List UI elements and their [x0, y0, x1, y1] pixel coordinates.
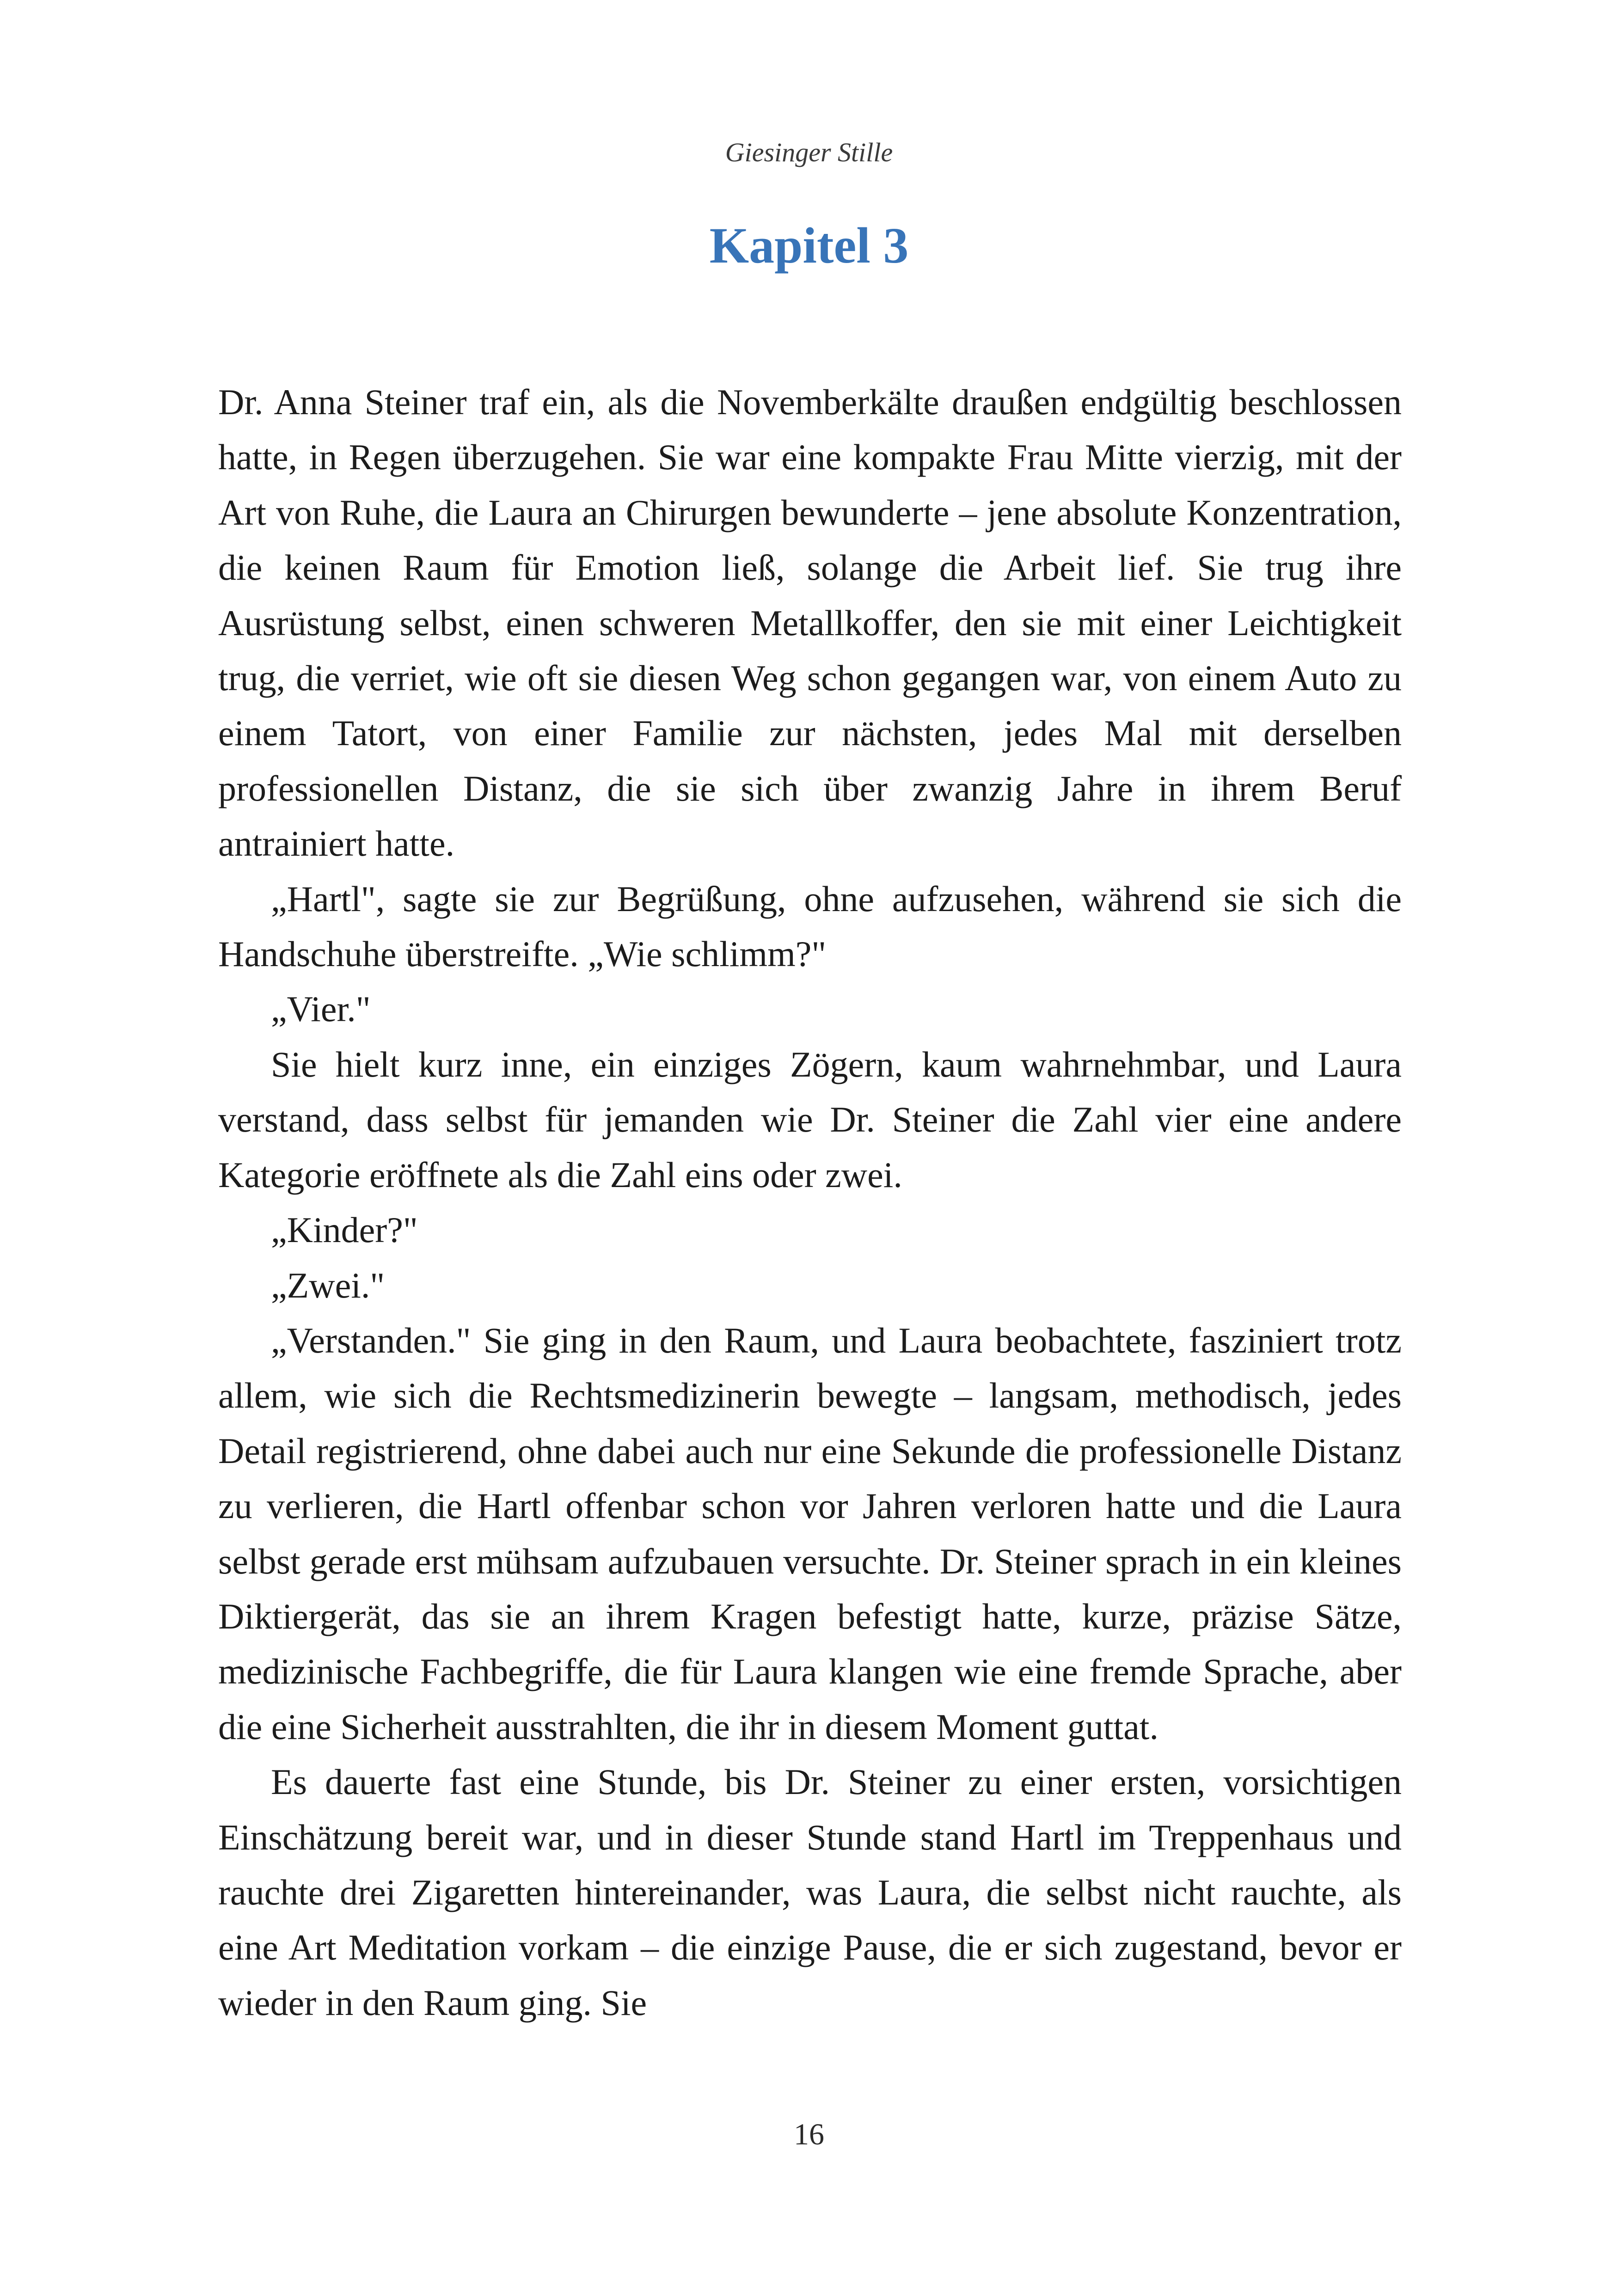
paragraph: „Zwei." [271, 1265, 385, 1305]
paragraph: Dr. Anna Steiner traf ein, als die Novemberkälte draußen endgültig beschlossen hatte, in Regen überzugehen. Sie war eine kompakte Frau Mitte vierzig, mit der Art von Ruhe, die Laura an Chirurgen bewunderte – jene absolute Konzentration, die keinen Raum für Emotion ließ, solange die Arbeit lief. Sie trug ihre Ausrüstung selbst, einen schweren Metallkoffer, den sie mit einer Leichtigkeit trug, die verriet, wie oft sie diesen Weg schon gegangen war, von einem Auto zu einem Tatort, von einer Familie zur nächsten, jedes Mal mit derselben professionellen Distanz, die sie sich über zwanzig Jahre in ihrem Beruf antrainiert hatte. [218, 382, 1402, 864]
paragraph: „Verstanden." Sie ging in den Raum, und Laura beobachtete, fasziniert trotz allem, wie sich die Rechtsmedizinerin bewegte – langsam, methodisch, jedes Detail registrierend, ohne dabei auch nur eine Sekunde die professionelle Distanz zu verlieren, die Hartl offenbar schon vor Jahren verloren hatte und die Laura selbst gerade erst mühsam aufzubauen versuchte. Dr. Steiner sprach in ein kleines Diktiergerät, das sie an ihrem Kragen befestigt hatte, kurze, präzise Sätze, medizinische Fachbegriffe, die für Laura klangen wie eine fremde Sprache, aber die eine Sicherheit ausstrahlten, die ihr in diesem Moment guttat. [218, 1320, 1402, 1747]
paragraph: Es dauerte fast eine Stunde, bis Dr. Steiner zu einer ersten, vorsichtigen Einschätzung bereit war, und in dieser Stunde stand Hartl im Treppenhaus und rauchte drei Zigaretten hintereinander, was Laura, die selbst nicht rauchte, als eine Art Meditation vorkam – die einzige Pause, die er sich zugestand, bevor er wieder in den Raum ging. Sie [218, 1762, 1402, 2023]
chapter-title: Kapitel 3 [709, 217, 909, 274]
page-number: 16 [794, 2118, 824, 2151]
running-header: Giesinger Stille [725, 137, 893, 167]
paragraph: Sie hielt kurz inne, ein einziges Zögern, kaum wahrnehmbar, und Laura verstand, dass selbst für jemanden wie Dr. Steiner die Zahl vier eine andere Kategorie eröffnete als die Zahl eins oder zwei. [218, 1044, 1402, 1195]
body-text [218, 374, 1402, 2030]
paragraph: „Kinder?" [271, 1210, 418, 1250]
paragraph: „Hartl", sagte sie zur Begrüßung, ohne aufzusehen, während sie sich die Handschuhe überstreifte. „Wie schlimm?" [218, 878, 1402, 974]
paragraph: „Vier." [271, 989, 371, 1029]
